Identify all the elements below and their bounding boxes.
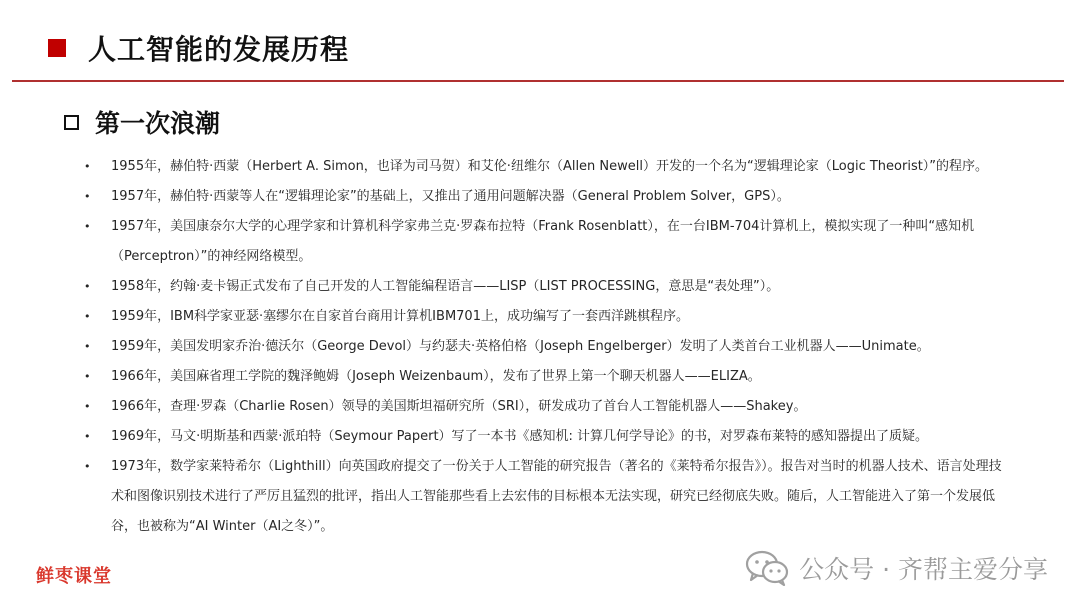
list-item	[84, 302, 1014, 332]
page-title: 人工智能的发展历程	[88, 33, 350, 66]
list-item-text: 1955年，赫伯特·西蒙（Herbert A. Simon，也译为司马贺）和艾伦·纽维尔（Allen Newell）开发的一个名为“逻辑理论家（Logic Theorist）”的程序。	[111, 159, 989, 174]
section-title: 第一次浪潮	[95, 109, 221, 138]
list-item	[84, 182, 1014, 212]
list-item	[84, 362, 1014, 392]
list-item	[84, 392, 1014, 422]
title-divider	[12, 80, 1064, 82]
bullet-marker: •	[84, 460, 91, 473]
list-item-text: 1959年，美国发明家乔治·德沃尔（George Devol）与约瑟夫·英格伯格（Joseph Engelberger）发明了人类首台工业机器人——Unimate。	[111, 339, 930, 354]
brand-logo: 鲜枣课堂	[36, 566, 112, 587]
watermark	[745, 550, 1048, 586]
list-item-text: 1959年，IBM科学家亚瑟·塞缪尔在自家首台商用计算机IBM701上，成功编写了一套西洋跳棋程序。	[111, 309, 689, 324]
list-item-text: 1957年，美国康奈尔大学的心理学家和计算机科学家弗兰克·罗森布拉特（Frank Rosenblatt），在一台IBM-704计算机上，模拟实现了一种叫“感知机（Perceptron）”的神经网络模型。	[111, 219, 975, 264]
bullet-marker: •	[84, 220, 91, 233]
wechat-icon	[745, 550, 789, 586]
list-item-text: 1966年，美国麻省理工学院的魏泽鲍姆（Joseph Weizenbaum），发布了世界上第一个聊天机器人——ELIZA。	[111, 369, 761, 384]
section-heading	[64, 104, 220, 140]
bullet-marker: •	[84, 310, 91, 323]
bullet-marker: •	[84, 400, 91, 413]
timeline-list	[84, 152, 1014, 542]
list-item	[84, 332, 1014, 362]
list-item	[84, 272, 1014, 302]
bullet-marker: •	[84, 190, 91, 203]
list-item-text: 1973年，数学家莱特希尔（Lighthill）向英国政府提交了一份关于人工智能的研究报告（著名的《莱特希尔报告》）。报告对当时的机器人技术、语言处理技术和图像识别技术进行了严厉且猛烈的批评，指出人工智能那些看上去宏伟的目标根本无法实现，研究已经彻底失败。随后，人工智能进入了第一个发展低谷，也被称为“AI Winter（AI之冬）”。	[111, 459, 1002, 534]
watermark-text: 公众号 · 齐帮主爱分享	[799, 555, 1048, 584]
title-marker-square	[48, 39, 66, 57]
list-item-text: 1958年，约翰·麦卡锡正式发布了自己开发的人工智能编程语言——LISP（LIST PROCESSING，意思是“表处理”）。	[111, 279, 780, 294]
bullet-marker: •	[84, 280, 91, 293]
bullet-marker: •	[84, 430, 91, 443]
bullet-marker: •	[84, 340, 91, 353]
section-marker-square	[64, 115, 79, 130]
list-item	[84, 152, 1014, 182]
list-item-text: 1957年，赫伯特·西蒙等人在“逻辑理论家”的基础上，又推出了通用问题解决器（General Problem Solver，GPS）。	[111, 189, 790, 204]
list-item	[84, 212, 1014, 272]
list-item-text: 1966年，查理·罗森（Charlie Rosen）领导的美国斯坦福研究所（SRI），研发成功了首台人工智能机器人——Shakey。	[111, 399, 807, 414]
bullet-marker: •	[84, 160, 91, 173]
list-item	[84, 422, 1014, 452]
bullet-marker: •	[84, 370, 91, 383]
title-bar	[48, 28, 349, 68]
list-item	[84, 452, 1014, 542]
list-item-text: 1969年，马文·明斯基和西蒙·派珀特（Seymour Papert）写了一本书《感知机: 计算几何学导论》的书，对罗森布莱特的感知器提出了质疑。	[111, 429, 929, 444]
